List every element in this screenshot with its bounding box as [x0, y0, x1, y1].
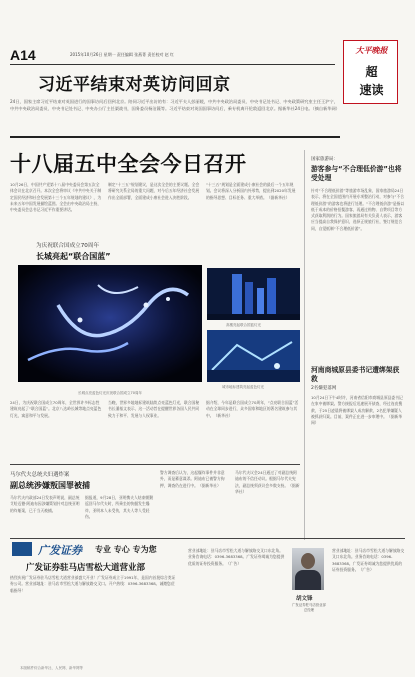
sidebar-body-2: 10月24日下午4时许，河南省信阳市商城县原县委书记在家中被绑架。警方接报后迅速展开侦查，经过连夜搜救，于25日凌晨将被绑架人成功解救，2名犯罪嫌疑人被抓获归案。目前，案件正在进一步审理中。（据新华网）: [311, 395, 403, 426]
advertisement: [10, 540, 178, 670]
header-meta: 2015年10月26日 星期一 责任编辑 张燕菁 责任校对 赵 红: [70, 52, 174, 57]
ad-body-mid: 营业部地址：驻马店市雪松大道与解放路交叉口东北角。业务咨询电话：0396-3683368。广发证券竭诚为您提供优质的证券投资服务。（广告）: [188, 548, 285, 566]
ad-body-right: 营业部地址：驻马店市雪松大道与解放路交叉口东北角。业务咨询电话：0396-3683368。广发证券竭诚为您提供优质的证券投资服务。（广告）: [332, 548, 405, 572]
city-tower-illustration: [207, 268, 300, 320]
feature-headline: 长城亮起“联合国蓝”: [36, 252, 111, 261]
sidebar-headline-1: 游客参与“不合理低价游”也将受处理: [311, 165, 402, 182]
sidebar-divider: [304, 150, 305, 540]
page-footer: 本版稿件综合新华社、人民网、新华网等: [20, 666, 83, 670]
middle-body-col-1: 马尔代夫内政部24日发表声明说，副总统艾哈迈德·阿迪布因涉嫌策划针对总统亚明的炸船案，已于当天被捕。: [10, 495, 80, 513]
main-body-col-2: 制定“十三五”规划建议，是这次全会的主要议题。全会将研究关系全局的重大问题，对今后五年经济社会发展作出全面部署，全面建成小康社会进入决胜阶段。: [108, 182, 200, 200]
main-body-col-3: “十三五”规划是全面建成小康社会的最后一个五年规划。会议将深入分析国内外形势，提出到2020年发展的指导思想、目标任务、重大举措。（据新华社）: [206, 182, 296, 200]
main-body-col-1: 10月26日，中国共产党第十八届中央委员会第五次全体会议在北京召开。本次全会将审议《中共中央关于制定国民经济和社会发展第十三个五年规划的建议》，为未来五年中国发展描绘蓝图。全会由中央政治局主持，中央委员会总书记习近平作重要讲话。: [10, 182, 102, 213]
sidebar-subhead-2: 2名嫌犯落网: [311, 386, 337, 391]
ad-brand: 广发证券: [38, 544, 82, 557]
caption-right-bottom: 城市地标建筑亮起蓝色灯光: [222, 385, 264, 389]
mid-divider: [10, 464, 300, 465]
ad-body: 热烈庆祝广发证券驻马店雪松大道营业部盛大开业！广发证券成立于1991年，是国内首批综合类证券公司。营业部地址：驻马店市雪松大道与解放路交叉口。开户热线：0396-3683368。诚邀您莅临指导！: [10, 575, 176, 593]
sidebar-headline-2: 河南商城原县委书记遭绑架获救: [311, 366, 400, 383]
sidebar-body-1: 针对“不合理低价游”等旅游市场乱象，国家旅游局24日表示，将在全国范围内开展专项整治行动，对参与“不合理低价游”的游客也将进行处理。“不合理低价游”是指以低于成本的价格招揽游客，再通过购物、自费项目等方式获取利润的行为。国家旅游局有关负责人表示，游客应当提高自我保护意识，选择正规旅行社，签订规范合同，自觉抵制“不合理低价游”。: [311, 188, 405, 231]
ad-divider: [10, 538, 405, 539]
great-wall-illustration: [18, 265, 202, 382]
great-wall-photo: [18, 265, 202, 382]
manager-role: 广发证券驻马店营业部总经理: [292, 603, 326, 612]
manager-name: 胡文锋: [296, 596, 313, 602]
middle-body-col-3: 警方调查后认为，这起爆炸事件并非意外，而是蓄意谋杀。阿迪布已被警方拘押，调查仍在进行中。（据新华社）: [160, 470, 225, 488]
ad-logo-icon: [12, 542, 32, 556]
brand-logo: 大平晚报: [355, 45, 388, 55]
header-rule: [10, 64, 335, 65]
middle-body-col-4: 马尔代夫议会24日通过了对副总统阿迪布的不信任动议。根据马尔代夫宪法，副总统须获议会多数支持。（据新华社）: [235, 470, 300, 494]
middle-kicker: 马尔代夫总统夫妇遇炸案: [10, 472, 70, 478]
ad-slogan: 专业 专心 专为您: [95, 545, 157, 554]
ad-header: [10, 540, 178, 558]
landmark-photo: [207, 330, 300, 382]
hero-headline: 习近平结束对英访问回京: [38, 75, 231, 95]
section-title-line-2: 速读: [359, 83, 384, 97]
hero-body: 24日，国家主席习近平结束对英国进行的国事访问后回到北京。陪同习近平出访的有：习近平夫人彭丽媛，中共中央政治局委员、中央书记处书记、中央政策研究室主任王沪宁，中共中央政治局委员、中央书记处书记、中央办公厅主任栗战书，国务委员杨洁篪等。习近平结束对英国国事访问后，乘专机离开伦敦返回北京。据新华社24日电。（摘自新华网）: [10, 99, 340, 111]
sidebar-kicker: 国家旅游局：: [311, 157, 338, 162]
feature-kicker: 为庆祝联合国成立70周年: [36, 243, 100, 249]
caption-main: 长城点亮蓝色灯光庆祝联合国成立70周年: [78, 391, 142, 395]
manager-photo: [292, 548, 324, 590]
ad-headline: 广发证券驻马店雪松大道营业部: [26, 563, 146, 573]
avatar-body: [295, 570, 321, 590]
feature-body-left: 24日，为庆祝联合国成立70周年，全世界许多标志性建筑亮起了“联合国蓝”。北京八达岭长城等地点亮蓝色灯光，寓意和平与发展。: [10, 400, 102, 418]
city-tower-photo: [207, 268, 300, 320]
section-divider: [10, 136, 340, 138]
feature-body-right: 据介绍，今年是联合国成立70周年，“点亮联合国蓝”活动在全球同步进行，众多国家和地区的著名建筑参与其中。（新华社）: [206, 400, 299, 418]
middle-headline: 副总统涉嫌叛国罪被捕: [10, 481, 90, 490]
section-title-line-1: 超: [365, 65, 378, 79]
feature-body-mid: 当晚，世界多地地标建筑陆续点亮蓝色灯光，联合国秘书长潘基文表示，这一活动旨在提醒世界各国人民共同致力于和平、发展与人权事业。: [108, 400, 200, 418]
middle-body-col-2: 据报道，9月28日，亚明携夫人结束朝觐返回马尔代夫时，所乘坐的快艇发生爆炸，亚明本人未受伤，其夫人等人受轻伤。: [85, 495, 153, 519]
caption-right-top: 高楼亮起联合国蓝灯光: [226, 323, 261, 327]
section-brand-box: [343, 40, 398, 104]
page-number: A14: [10, 47, 36, 63]
landmark-illustration: [207, 330, 300, 382]
section-title: [350, 63, 393, 99]
main-headline: 十八届五中全会今日召开: [10, 152, 247, 176]
avatar-head: [301, 553, 315, 569]
